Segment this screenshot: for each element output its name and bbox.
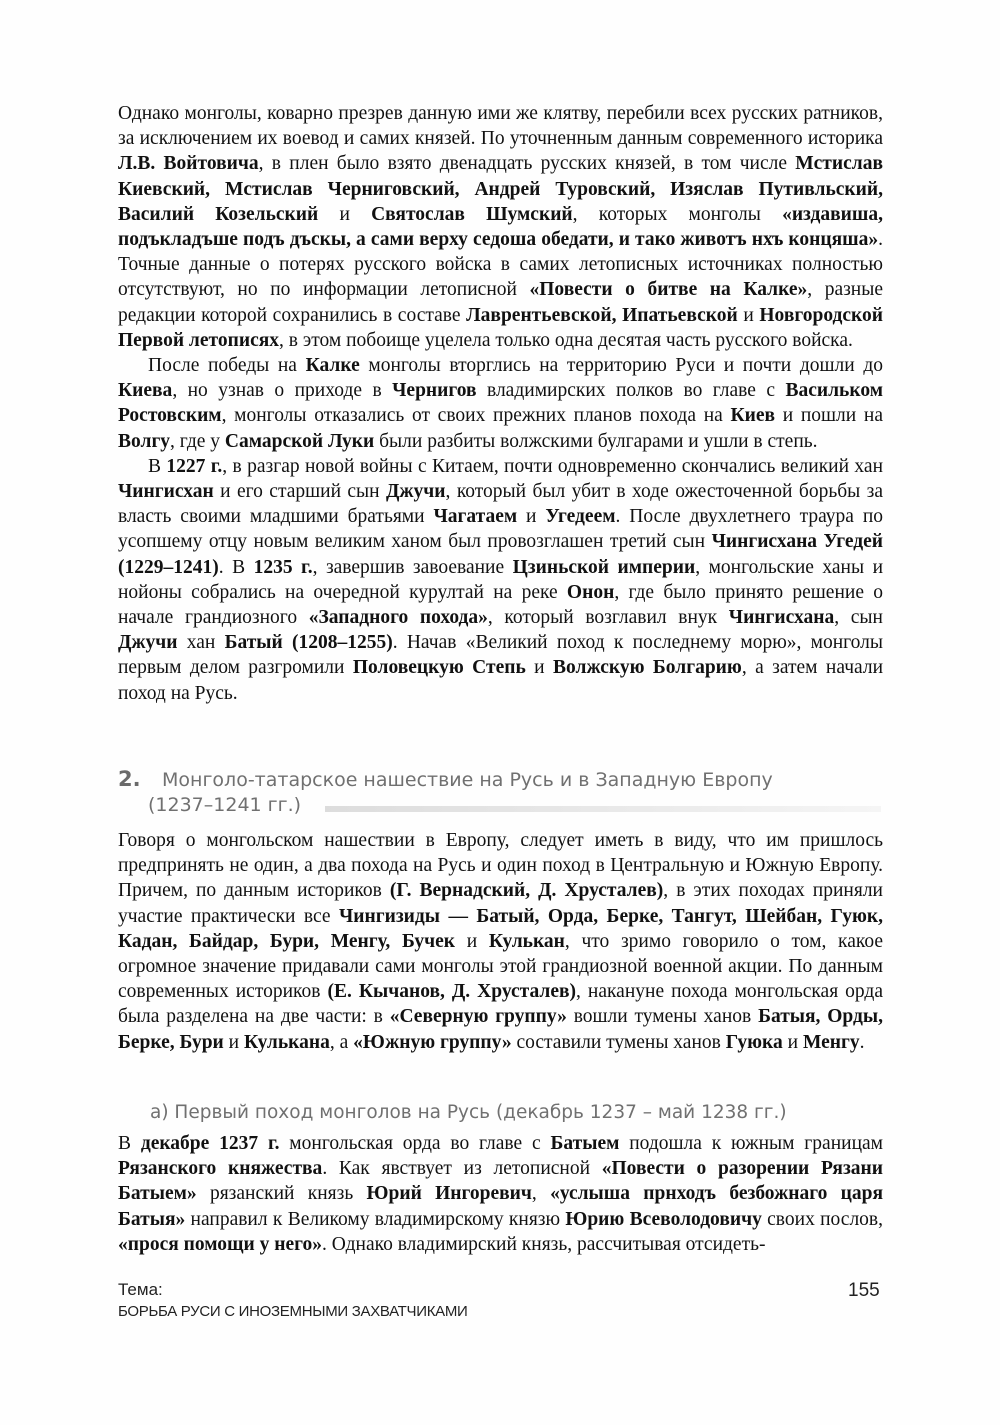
page-number: 155 [848, 1280, 880, 1301]
bold-run: Рязанского княжества [118, 1158, 323, 1180]
bold-run: 1235 г. [253, 556, 313, 578]
bold-run: «Южную группу» [353, 1031, 512, 1053]
text-run: , но узнав о приходе в [172, 380, 393, 402]
bold-run: Юрию Всеволодовичу [565, 1208, 762, 1230]
bold-run: Киева [118, 380, 173, 402]
text-block-section-2 [118, 828, 883, 1055]
text-run: . Как явствует из летописной [322, 1158, 602, 1180]
bold-run: 1227 г. [166, 455, 223, 477]
text-run: , в этом побоище уцелела только одна десятая часть русского войска. [279, 329, 853, 351]
bold-run: Онон [566, 581, 615, 603]
text-run: . После двухлетнего траура по усопшему отцу новым великим ханом был провозглашен третий сын [118, 506, 884, 553]
text-block-subsection-a [118, 1131, 883, 1257]
text-run: , сын [834, 607, 883, 629]
bold-run: Святослав Шумский [371, 203, 573, 225]
text-run: , который был убит в ходе ожесточенной борьбы за власть своими младшими братьями [118, 481, 883, 528]
subsection-a-heading: а) Первый поход монголов на Русь (декабрь 1237 – май 1238 гг.) [150, 1102, 787, 1123]
text-run: , в плен было взято двенадцать русских князей, в том числе [258, 153, 796, 175]
bold-run: Джучи [386, 481, 446, 503]
bold-run: «Повести о разорении Рязани Батыем» [118, 1158, 884, 1205]
text-run: и [517, 506, 546, 528]
text-run: После победы на [148, 355, 306, 377]
text-run: , где было принято решение о начале грандиозного [118, 581, 884, 629]
text-run: , монгольские ханы и нойоны собрались на очередной курултай на реке [118, 556, 883, 603]
text-run: и пошли на [775, 405, 883, 427]
bold-run: «издавиша, подъкладъше подъ дъскы, а сами верху седоша обедати, и тако животъ нхъ концяша» [118, 203, 883, 251]
bold-run: «Северную группу» [389, 1006, 567, 1028]
text-run: . Начав «Великий поход к последнему морю», монголы первым делом разгромили [118, 632, 883, 679]
bold-run: Волгу [118, 430, 171, 452]
bold-run: Угедеем [545, 506, 616, 528]
text-run: , где у [170, 430, 225, 452]
paragraph [118, 454, 883, 706]
text-run: . Однако владимирский князь, рассчитывая отсидеть- [322, 1233, 766, 1255]
paragraph [118, 101, 883, 353]
text-run: монголы вторглись на территорию Руси и почти дошли до [359, 355, 883, 377]
bold-run: «услыша прнходъ безбожнаго царя Батыя» [118, 1183, 883, 1230]
text-run: , которых монголы [572, 203, 783, 225]
paragraph [118, 1131, 883, 1257]
bold-run: Цзиньской империи [512, 556, 696, 578]
text-run: вошли тумены ханов [566, 1006, 759, 1028]
bold-run: (Е. Кычанов, Д. Хрусталев) [327, 981, 577, 1003]
bold-run: Юрий Ингоревич [366, 1183, 532, 1205]
bold-run: «Повести о битве на Калке» [529, 279, 808, 301]
bold-run: Чингисхан [118, 481, 214, 503]
bold-run: Васильком Ростовским [118, 380, 883, 427]
text-run: и [525, 657, 554, 679]
bold-run: Кулькана [243, 1031, 330, 1053]
bold-run: «Западного похода» [308, 607, 488, 629]
footer-topic-subject: БОРЬБА РУСИ С ИНОЗЕМНЫМИ ЗАХВАТЧИКАМИ [118, 1303, 468, 1320]
text-run: , монголы отказались от своих прежних планов похода на [221, 405, 731, 427]
text-run: и [318, 203, 372, 225]
bold-run: Чингисхана Угедей (1229–1241) [118, 531, 883, 578]
text-run: своих послов, [761, 1208, 884, 1230]
bold-run: Лаврентьевской, Ипатьевской [466, 304, 738, 326]
text-run: Однако монголы, коварно презрев данную ими же клятву, перебили всех русских ратников, за исключением их воевод и самих князей. По уточненным данным современного историка [118, 103, 883, 150]
bold-run: (Г. Вернадский, Д. Хрусталев) [389, 880, 664, 902]
text-run: рязанский князь [196, 1183, 367, 1205]
bold-run: Батыя, Орды, Берке, Бури [118, 1006, 883, 1053]
text-run: . [859, 1031, 865, 1053]
bold-run: Мстислав Киевский, Мстислав Черниговский, Андрей Туровский, Изяслав Путивльский, Василий Козельский [118, 153, 883, 225]
bold-run: Самарской Луки [224, 430, 375, 452]
text-run: . В [218, 556, 254, 578]
section-title-line2: (1237–1241 гг.) [148, 794, 302, 816]
text-run: монгольская орда во главе с [279, 1133, 551, 1154]
bold-run: Чингисхана [728, 607, 835, 629]
bold-run: Новгородской Первой летописях [118, 304, 883, 351]
bold-run: Киев [730, 405, 776, 427]
text-block-intro [118, 101, 883, 706]
text-run: , в этих походах приняли участие практически все [118, 880, 883, 927]
text-run: . Точные данные о потерях русского войска в самих летописных источниках полностью отсутствуют, но по информации летописной [118, 229, 883, 301]
text-run: и [223, 1031, 244, 1053]
bold-run: Батыем [550, 1133, 620, 1154]
text-run: хан [177, 632, 225, 654]
bold-run: Чингизиды — Батый, Орда, Берке, Тангут, Шейбан, Гуюк, Кадан, Байдар, Бури, Менгу, Бучек [118, 905, 883, 952]
bold-run: Л.В. Войтовича [118, 153, 259, 175]
text-run: Говоря о монгольском нашествии в Европу, следует иметь в виду, что им пришлось предпринять не один, а два похода на Русь и один поход в Центральную и Южную Европу. Причем, по данным историков [118, 830, 883, 902]
text-run: , а затем начали поход на Русь. [118, 657, 883, 704]
section-number: 2. [118, 767, 141, 791]
bold-run: Менгу [802, 1031, 860, 1053]
text-run: , накануне похода монгольская орда была разделена на две части: в [118, 981, 884, 1028]
text-run: В [148, 455, 167, 477]
bold-run: Гуюка [725, 1031, 783, 1053]
text-run: составили тумены ханов [511, 1031, 726, 1053]
text-run: были разбиты волжскими булгарами и ушли в степь. [374, 430, 818, 452]
text-run: и [455, 930, 489, 952]
text-run: , что зримо говорило о том, какое огромное значение придавали сами монголы этой грандиозной военной акции. По данным современных историков [118, 930, 883, 1003]
bold-run: Калке [305, 355, 360, 377]
text-run: и [782, 1031, 803, 1053]
text-run: подошла к южным границам [619, 1133, 883, 1154]
text-run: , в разгар новой войны с Китаем, почти одновременно скончались великий хан [222, 455, 884, 477]
bold-run: Кулькан [488, 930, 565, 952]
text-run: владимирских полков во главе с [476, 380, 786, 402]
text-run: В [118, 1133, 141, 1154]
text-run: , который возглавил внук [487, 607, 729, 629]
bold-run: Чагатаем [433, 506, 518, 528]
section-title-line1: Монголо-татарское нашествие на Русь и в Западную Европу [162, 769, 773, 791]
text-run: и его старший сын [213, 481, 386, 503]
bold-run: «прося помощи у него» [118, 1233, 323, 1255]
text-run: и [737, 304, 760, 326]
bold-run: Половецкую Степь [352, 657, 526, 679]
text-run: , а [329, 1031, 354, 1053]
text-run: направил к Великому владимирскому князю [185, 1208, 566, 1230]
heading-decorative-rule [325, 806, 881, 812]
text-run: , разные редакции которой сохранились в составе [118, 279, 883, 326]
bold-run: декабре 1237 г. [140, 1133, 280, 1154]
paragraph [118, 828, 883, 1055]
bold-run: Батый (1208–1255) [224, 632, 393, 654]
footer-topic-label: Тема: [118, 1280, 163, 1299]
text-run: , [531, 1183, 551, 1205]
bold-run: Чернигов [392, 380, 477, 402]
text-run: , завершив завоевание [312, 556, 513, 578]
paragraph [118, 353, 883, 454]
bold-run: Джучи [118, 632, 178, 654]
bold-run: Волжскую Болгарию [553, 657, 742, 679]
